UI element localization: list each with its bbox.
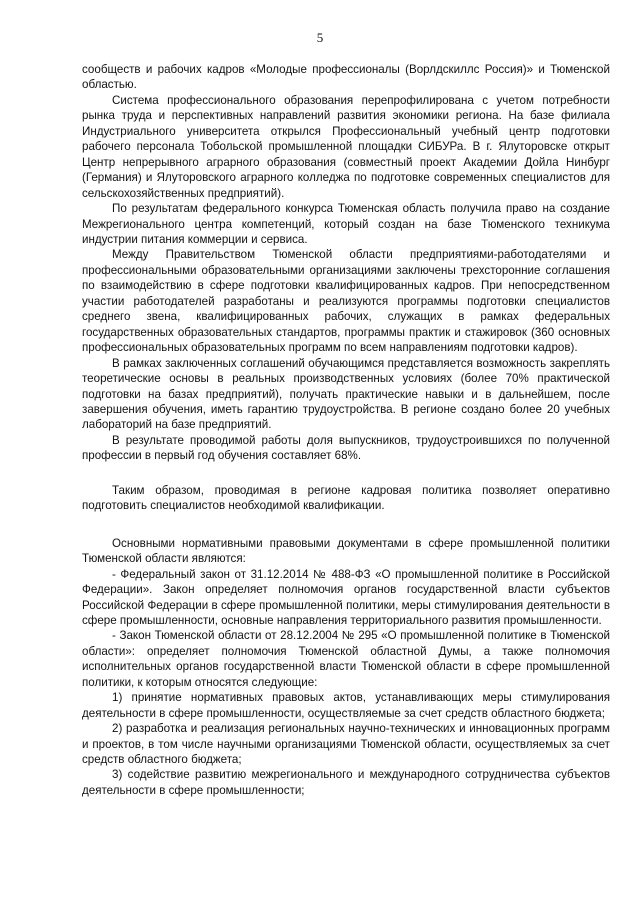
list-item: 2) разработка и реализация региональных научно-технических и инновационных программ и проектов, в том числе научными организациями Тюменской области, осуществляемых за счет средств областного бюджета; [82,722,610,767]
paragraph: сообществ и рабочих кадров «Молодые профессионалы (Ворлдскиллс Россия)» и Тюменской областью. [82,63,610,92]
paragraph: Основными нормативными правовыми документами в сфере промышленной политики Тюменской области являются: [82,536,610,566]
page-number: 5 [316,30,324,45]
paragraph: Система профессионального образования перепрофилирована с учетом потребности рынка труда и перспективных направлений развития экономики региона. На базе филиала Индустриального университета открылся Профессиональный учебный центр подготовки рабочего персонала Тобольской промышленной площадки СИБУРа. В г. Ялуторовске открыт Центр непрерывного аграрного образования (совместный проект Академии Дойла Нинбург (Германия) и Ялуторовского аграрного колледжа по подготовке современных специалистов для сельскохозяйственных предприятий). [82,93,610,200]
list-item: 1) принятие нормативных правовых актов, устанавливающих меры стимулирования деятельности в сфере промышленности, осуществляемые за счет средств областного бюджета; [82,691,610,720]
document-body [82,62,610,798]
list-item: - Закон Тюменской области от 28.12.2004 № 295 «О промышленной политике в Тюменской области»: определяет полномочия Тюменской областной Думы, а также полномочия исполнительных органов государственной власти Тюменской области в сфере промышленной политики, к которым относятся следующие: [82,629,610,689]
paragraph-spacer [82,464,610,483]
paragraph: В рамках заключенных соглашений обучающимся представляется возможность закреплять теоретические основы в реальных производственных условиях (более 70% практической подготовки на базах предприятий), получать практические навыки и в дальнейшем, после завершения обучения, иметь гарантию трудоустройства. В регионе создано более 20 учебных лабораторий на базе предприятий. [82,356,610,432]
paragraph: В результате проводимой работы доля выпускников, трудоустроившихся по полученной профессии в первый год обучения составляет 68%. [82,433,610,463]
paragraph: По результатам федерального конкурса Тюменская область получила право на создание Межрегионального центра компетенций, который создан на базе Тюменского техникума индустрии питания коммерции и сервиса. [82,202,610,246]
paragraph: Таким образом, проводимая в регионе кадровая политика позволяет оперативно подготовить специалистов необходимой квалификации. [82,483,610,513]
paragraph: Между Правительством Тюменской области предприятиями-работодателями и профессиональными образовательными организациями заключены трехсторонние соглашения по взаимодействию в сфере подготовки квалифицированных кадров. При непосредственном участии работодателей разработаны и реализуются программы подготовки специалистов среднего звена, квалифицированных рабочих, служащих в рамках федеральных государственных образовательных стандартов, программы практик и стажировок (360 основных профессиональных образовательных программ по всем направлениям подготовки кадров). [82,248,610,355]
list-item: - Федеральный закон от 31.12.2014 № 488-ФЗ «О промышленной политике в Российской Федерации». Закон определяет полномочия органов государственной власти субъектов Российской Федерации в сфере промышленной политики, меры стимулирования деятельности в сфере промышленности, основные направления территориального развития промышленности. [82,567,610,627]
paragraph-spacer [82,514,610,536]
list-item: 3) содействие развитию межрегионального и международного сотрудничества субъектов деятельности в сфере промышленности; [82,768,610,797]
